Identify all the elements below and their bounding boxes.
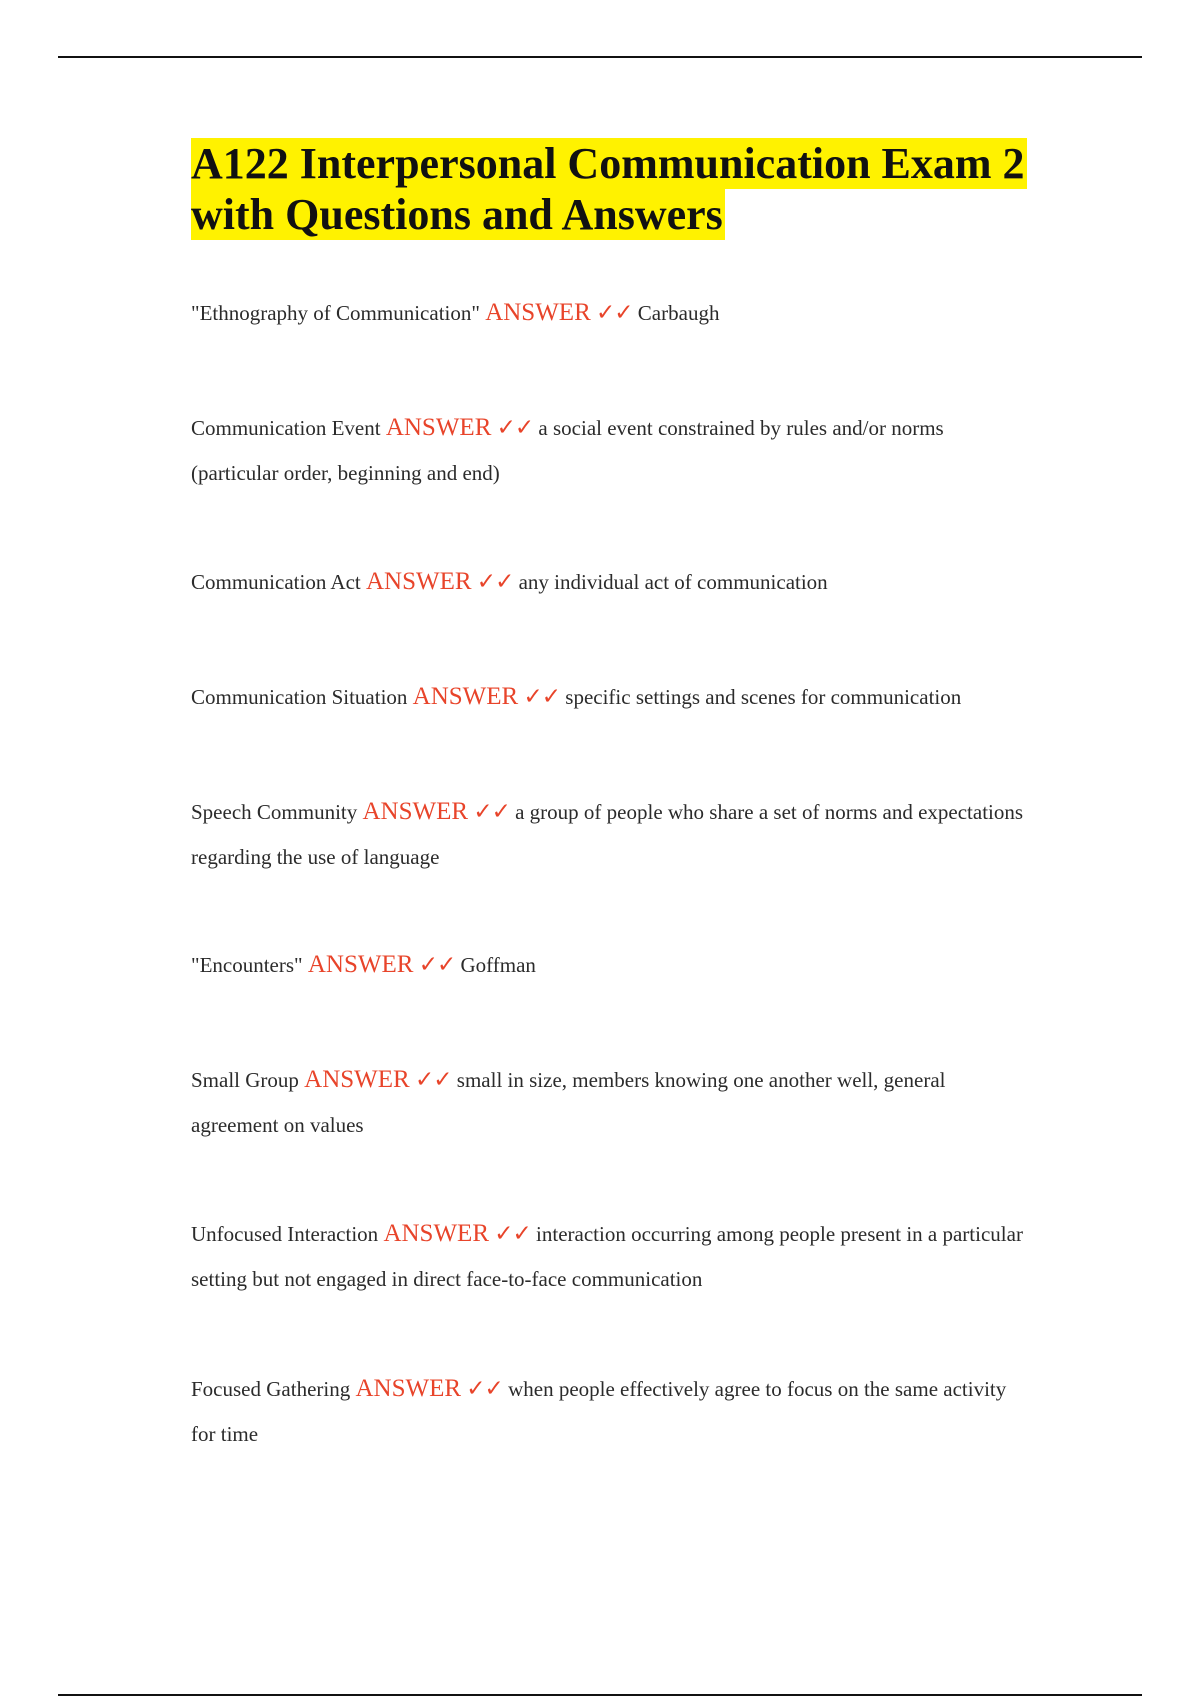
- qa-entry: [191, 290, 1031, 336]
- entry-definition: a social event constrained by rules and/or norms (particular order, beginning and end): [191, 416, 944, 485]
- qa-entry: [191, 674, 1031, 720]
- entry-term: "Ethnography of Communication": [191, 301, 480, 325]
- entry-term: Communication Event: [191, 416, 381, 440]
- title-highlight: A122 Interpersonal Communication Exam 2 with Questions and Answers: [191, 139, 1025, 239]
- answer-label: ANSWER: [362, 798, 469, 825]
- entry-definition: small in size, members knowing one another well, general agreement on values: [191, 1068, 946, 1137]
- entry-term: Speech Community: [191, 800, 358, 824]
- entry-term: Communication Situation: [191, 685, 408, 709]
- answer-label: ANSWER: [383, 1220, 489, 1247]
- top-rule: [58, 56, 1142, 58]
- bottom-rule: [58, 1694, 1142, 1696]
- qa-entry: [191, 1366, 1031, 1457]
- entry-definition: interaction occurring among people present in a particular setting but not engaged in direct face-to-face communication: [191, 1222, 1023, 1291]
- qa-entry: [191, 559, 1031, 605]
- double-check-icon: ✓✓: [473, 799, 510, 825]
- entry-term: Communication Act: [191, 570, 361, 594]
- entry-definition: Carbaugh: [637, 301, 720, 325]
- qa-entry: [191, 405, 1031, 496]
- double-check-icon: ✓✓: [494, 1221, 531, 1247]
- answer-label: ANSWER: [304, 1066, 410, 1093]
- answer-label: ANSWER: [307, 951, 414, 978]
- answer-label: ANSWER: [355, 1375, 462, 1402]
- answer-label: ANSWER: [385, 414, 492, 441]
- entry-term: "Encounters": [191, 953, 303, 977]
- double-check-icon: ✓✓: [418, 952, 456, 978]
- double-check-icon: ✓✓: [596, 300, 633, 326]
- double-check-icon: ✓✓: [414, 1067, 452, 1093]
- qa-entry: [191, 789, 1031, 880]
- double-check-icon: ✓✓: [523, 684, 561, 710]
- answer-label: ANSWER: [365, 568, 472, 595]
- entry-definition: any individual act of communication: [518, 570, 828, 594]
- entry-term: Small Group: [191, 1068, 299, 1092]
- entry-term: Focused Gathering: [191, 1377, 351, 1401]
- double-check-icon: ✓✓: [476, 569, 514, 595]
- qa-entry: [191, 942, 1031, 988]
- document-body: [191, 138, 1031, 1446]
- answer-label: ANSWER: [485, 299, 591, 326]
- double-check-icon: ✓✓: [466, 1376, 503, 1402]
- double-check-icon: ✓✓: [496, 415, 534, 441]
- entry-definition: when people effectively agree to focus on the same activity for time: [191, 1377, 1007, 1446]
- answer-label: ANSWER: [412, 683, 519, 710]
- entry-term: Unfocused Interaction: [191, 1222, 379, 1246]
- qa-entry: [191, 1057, 1031, 1148]
- entry-definition: Goffman: [460, 953, 536, 977]
- entry-definition: specific settings and scenes for communication: [565, 685, 962, 709]
- entry-definition: a group of people who share a set of norms and expectations regarding the use of language: [191, 800, 1024, 869]
- document-title: [191, 138, 1031, 240]
- qa-entry: [191, 1211, 1031, 1302]
